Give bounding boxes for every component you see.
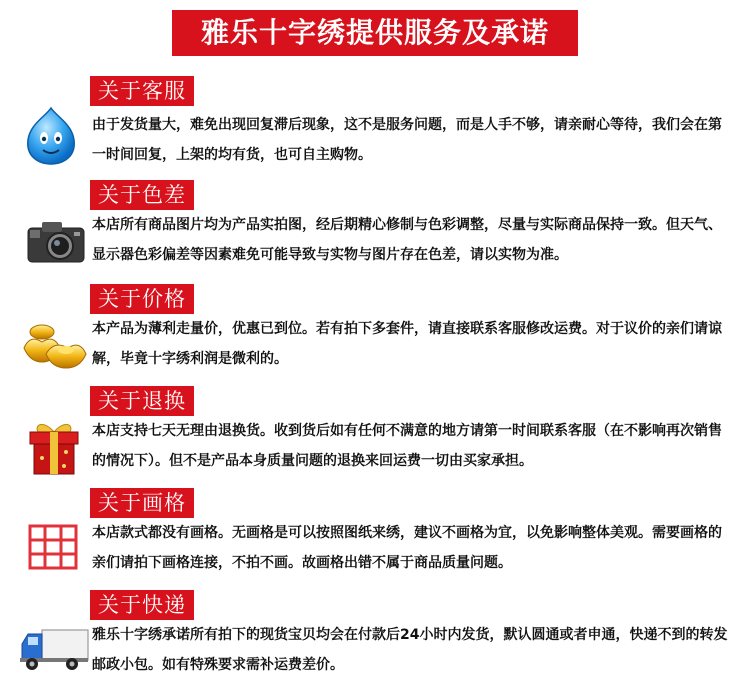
section-heading: 关于退换: [90, 386, 194, 416]
delivery-section: [0, 590, 750, 690]
price-section: [0, 284, 750, 384]
section-text: 本店所有商品图片均为产品实拍图，经后期精心修制与色彩调整，尽量与实际商品保持一致。但天气、显示器色彩偏差等因素难免可能导致与实物与图片存在色差，请以实物为准。: [92, 217, 722, 263]
delivery-truck-icon: [18, 626, 90, 674]
section-text: 本产品为薄利走量价，优惠已到位。若有拍下多套件，请直接联系客服修改运费。对于议价的亲们请谅解，毕竟十字绣利润是微利的。: [92, 321, 722, 367]
section-text: 由于发货量大，难免出现回复滞后现象，这不是服务问题，而是人手不够，请亲耐心等待，我们会在第一时间回复，上架的均有货，也可自主购物。: [92, 117, 722, 163]
qq-penguin-icon: [22, 106, 80, 166]
section-text: 本店款式都没有画格。无画格是可以按照图纸来绣，建议不画格为宜，以免影响整体美观。需要画格的亲们请拍下画格连接，不拍不画。故画格出错不属于商品质量问题。: [92, 525, 722, 571]
return-section: [0, 386, 750, 486]
gift-box-icon: [24, 418, 84, 476]
service-section: [0, 76, 750, 176]
camera-icon: [24, 216, 88, 266]
page-title: 雅乐十字绣提供服务及承诺: [172, 10, 578, 56]
section-text: 雅乐十字绣承诺所有拍下的现货宝贝均会在付款后24小时内发货，默认圆通或者申通，快递不到的转发邮政小包。如有特殊要求需补运费差价。: [92, 627, 728, 673]
section-heading: 关于画格: [90, 488, 194, 518]
gold-ingot-icon: [20, 318, 88, 370]
color-difference-section: [0, 180, 750, 280]
section-heading: 关于价格: [90, 284, 194, 314]
section-heading: 关于快递: [90, 590, 194, 620]
grid-section: [0, 488, 750, 588]
section-text: 本店支持七天无理由退换货。收到货后如有任何不满意的地方请第一时间联系客服（在不影响再次销售的情况下）。但不是产品本身质量问题的退换来回运费一切由买家承担。: [92, 423, 722, 469]
section-heading: 关于客服: [90, 76, 194, 106]
grid-icon: [28, 524, 78, 570]
section-heading: 关于色差: [90, 180, 194, 210]
